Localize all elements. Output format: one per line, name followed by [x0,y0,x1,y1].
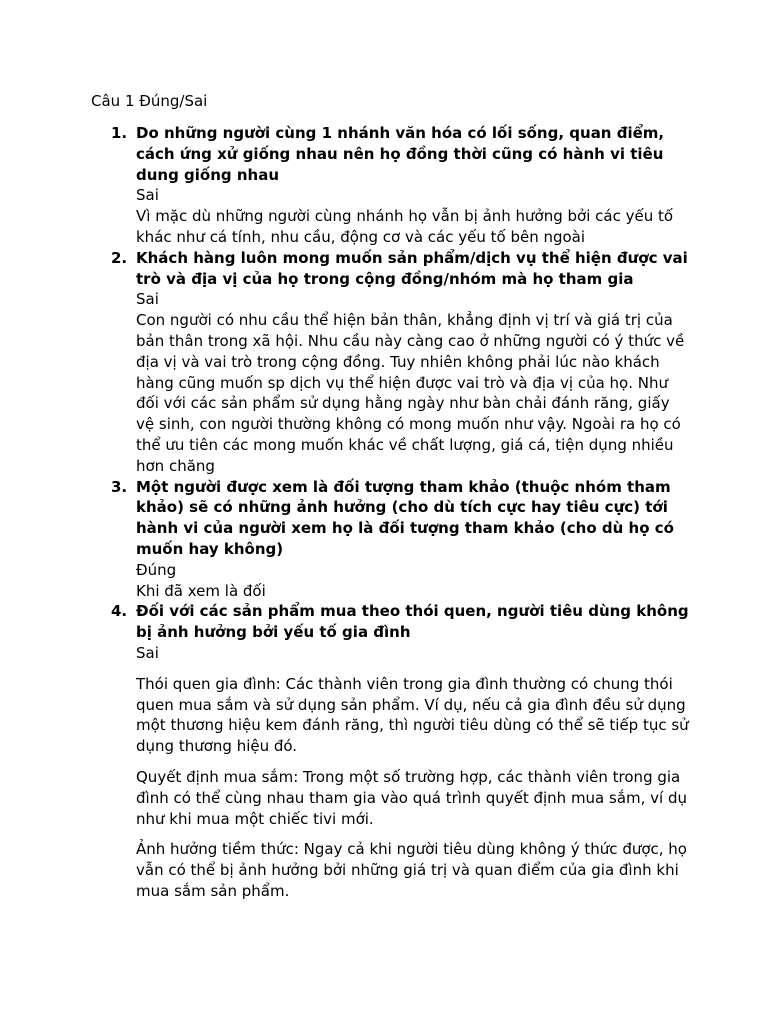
explanation-text: Quyết định mua sắm: Trong một số trường hợp, các thành viên trong gia đình có thể cùng nhau tham gia vào quá trình quyết định mua sắm, ví dụ như khi mua một chiếc tivi mới. [136,767,688,828]
answer-text: Đúng [136,560,177,579]
answer-text: Sai [136,643,159,662]
question-text: Do những người cùng 1 nhánh văn hóa có lối sống, quan điểm, cách ứng xử giống nhau nên họ đồng thời cũng có hành vi tiêu dung giống nhau [136,124,665,184]
question-text: Khách hàng luôn mong muốn sản phẩm/dịch vụ thể hiện được vai trò và địa vị của họ trong cộng đồng/nhóm mà họ tham gia [136,248,688,288]
explanation-text: Vì mặc dù những người cùng nhánh họ vẫn bị ảnh hưởng bởi các yếu tố khác như cá tính, nhu cầu, động cơ và các yếu tố bên ngoài [136,207,674,246]
answer-text: Sai [136,290,159,309]
question-number: 3. [111,477,128,496]
explanation-text: Khi đã xem là đối [136,581,266,600]
answer-text: Sai [136,186,159,205]
question-number: 2. [111,248,128,267]
question-item-4 [111,601,692,901]
question-item-1 [111,123,692,248]
question-number: 1. [111,124,128,142]
explanation-text: Con người có nhu cầu thể hiện bản thân, khẳng định vị trí và giá trị của bản thân trong xã hội. Nhu cầu này càng cao ở những người có ý thức về địa vị và vai trò trong cộng đồng. Tuy nhiên không phải lúc nào khách hàng cũng muốn sp dịch vụ thể hiện được vai trò và địa vị của họ. Như đối với các sản phẩm sử dụng hằng ngày như bàn chải đánh răng, giấy vệ sinh, con người thường không có mong muốn như vậy. Ngoài ra họ có thể ưu tiên các mong muốn khác về chất lượng, giá cá, tiện dụng nhiều hơn chăng [136,311,685,475]
question-list [111,123,692,902]
question-text: Một người được xem là đối tượng tham khảo (thuộc nhóm tham khảo) sẽ có những ảnh hưởng (cho dù tích cực hay tiêu cực) tới hành vi của người xem họ là đối tượng tham khảo (cho dù họ có muốn hay không) [136,477,674,558]
question-number: 4. [111,602,128,621]
section-heading: Câu 1 Đúng/Sai [91,92,208,110]
question-item-3 [111,477,692,602]
explanation-text: Ảnh hưởng tiềm thức: Ngay cả khi người tiêu dùng không ý thức được, họ vẫn có thể bị ảnh hưởng bởi những giá trị và quan điểm của gia đình khi mua sắm sản phẩm. [136,840,687,900]
explanation-text: Thói quen gia đình: Các thành viên trong gia đình thường có chung thói quen mua sắm và sử dụng sản phẩm. Ví dụ, nếu cả gia đình đều sử dụng một thương hiệu kem đánh răng, thì người tiêu dùng có thể sẽ tiếp tục sử dụng thương hiệu đó. [136,674,689,756]
question-item-2 [111,248,692,477]
question-text: Đối với các sản phẩm mua theo thói quen, người tiêu dùng không bị ảnh hưởng bởi yếu tố gia đình [136,602,689,642]
